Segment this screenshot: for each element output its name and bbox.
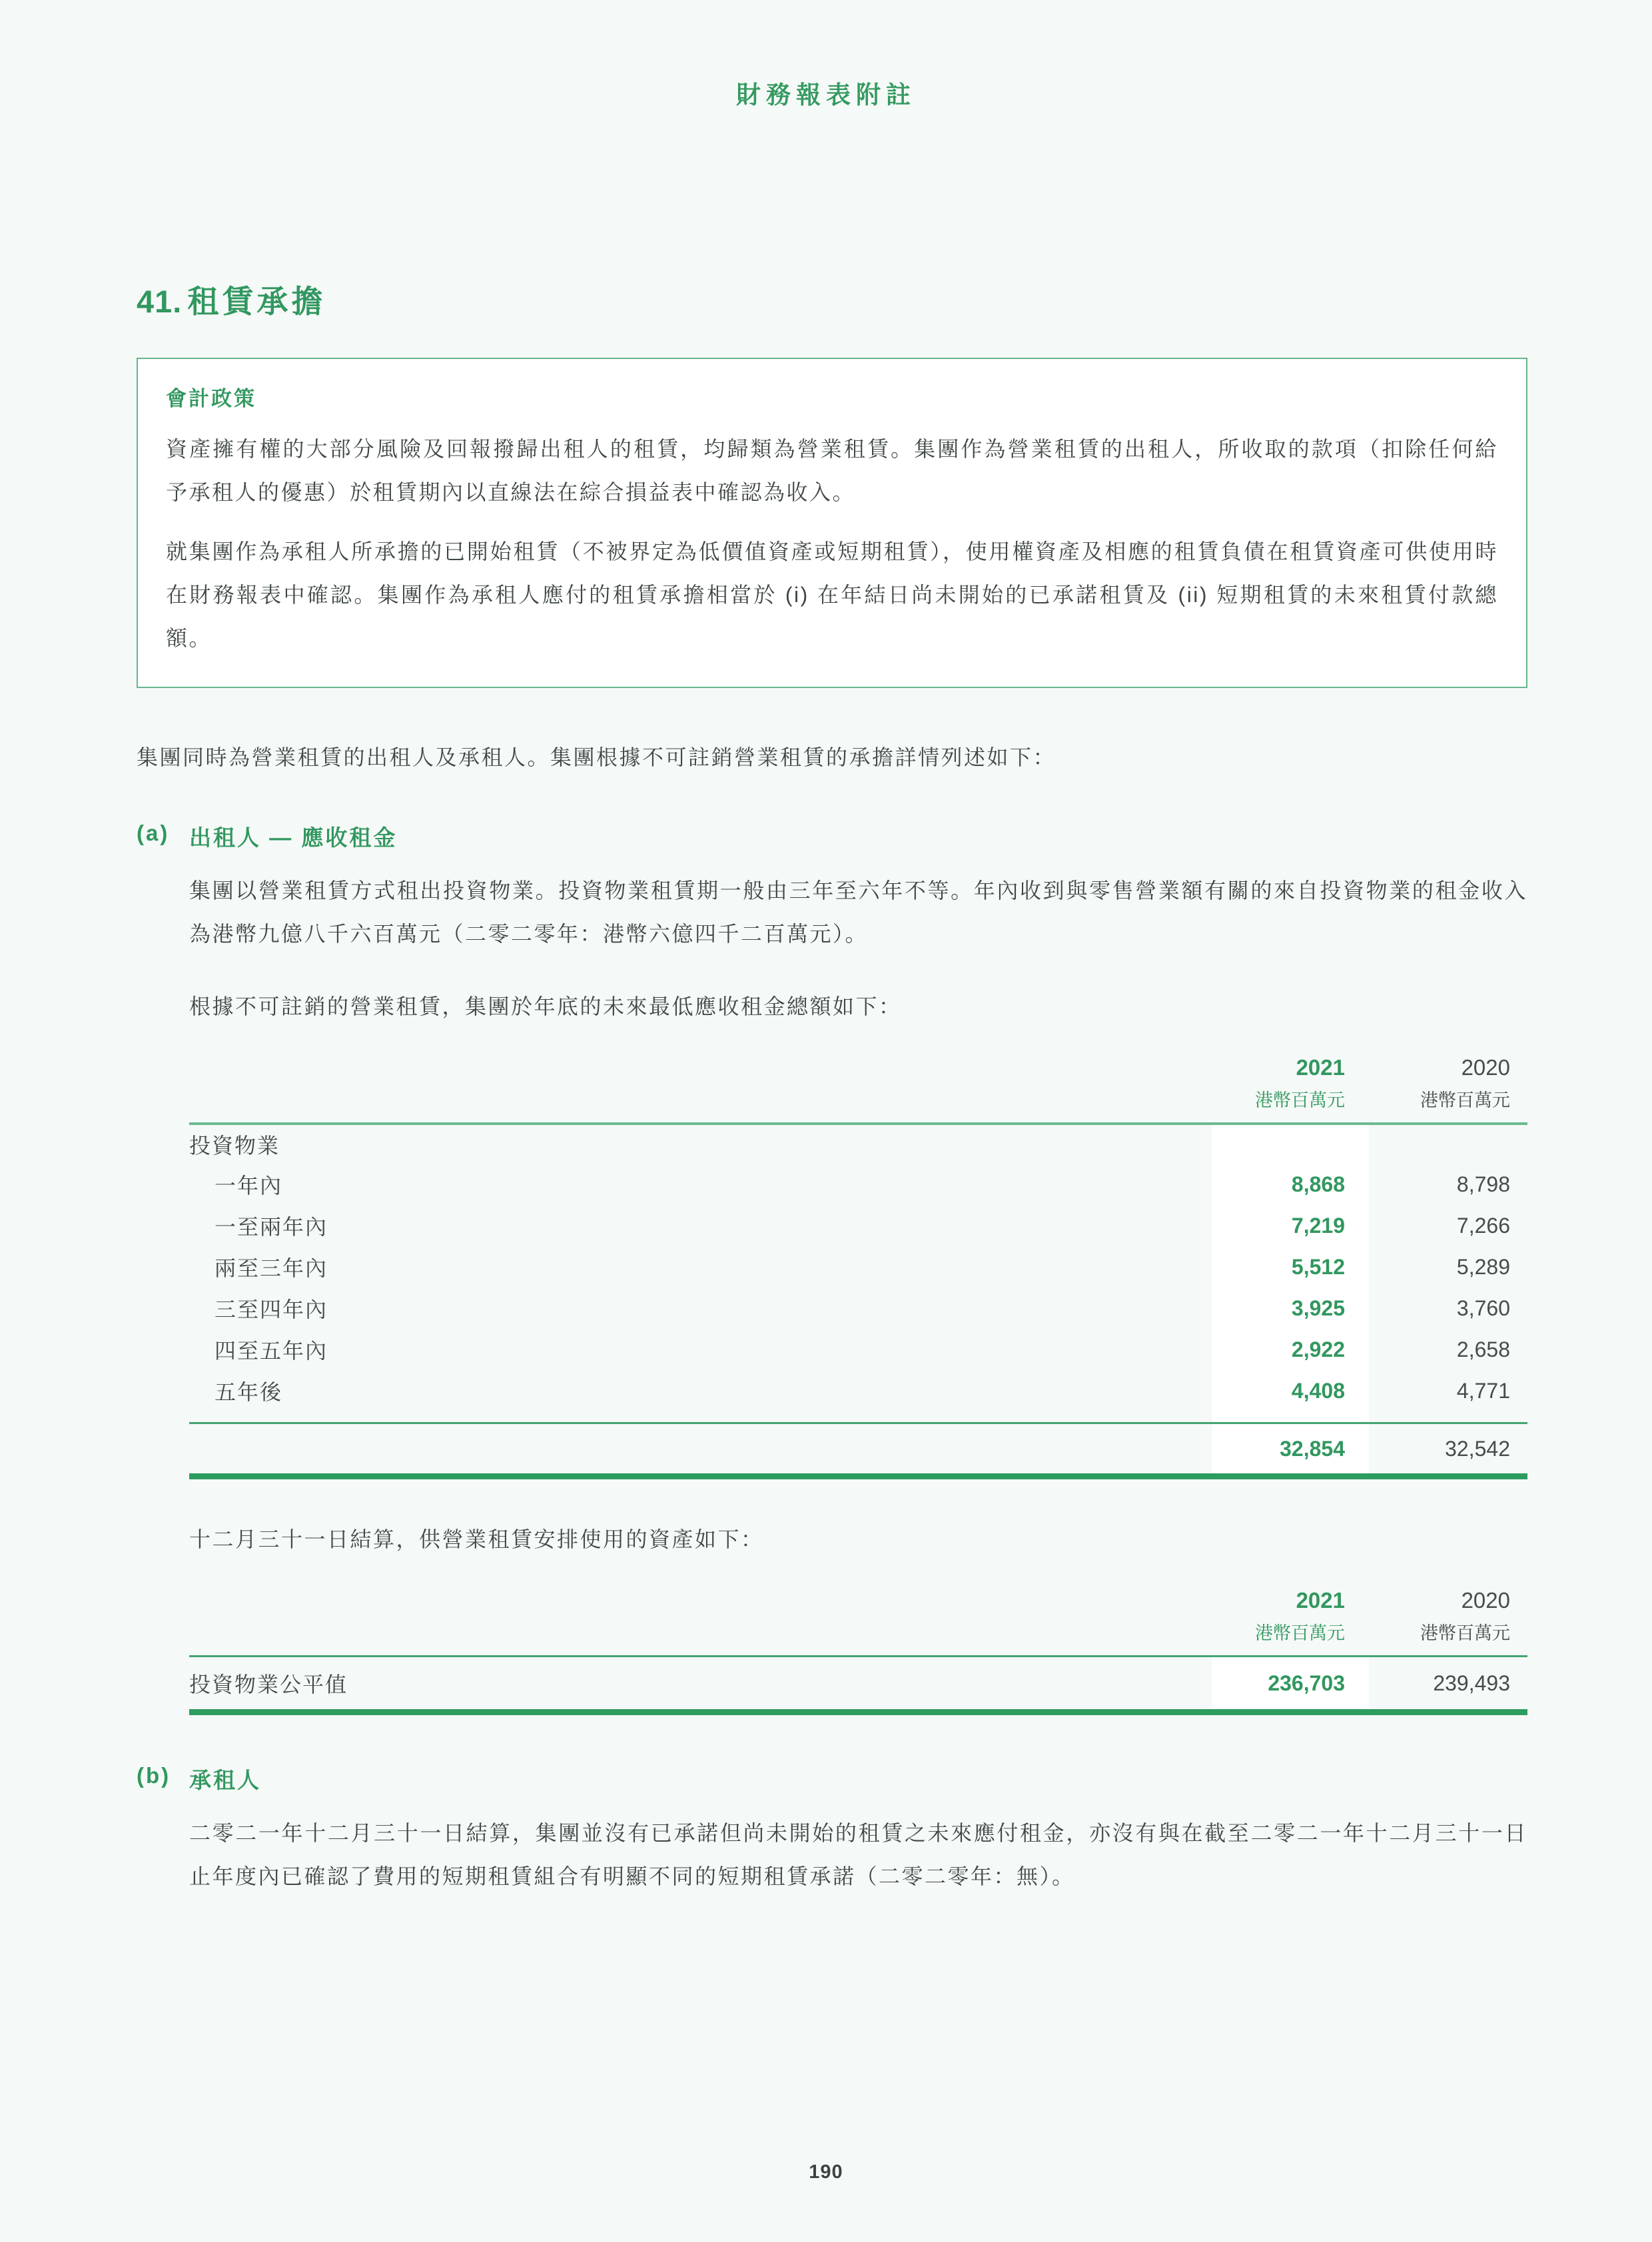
row-value-2021: 8,868 [1291,1172,1345,1196]
table-row [189,1164,1527,1205]
rentals-receivable-table [189,1055,1527,1479]
table1-col-2020: 2020 [1461,1055,1510,1080]
fair-value-table [189,1588,1527,1715]
section-a-paragraph-2: 根據不可註銷的營業租賃，集團於年底的未來最低應收租金總額如下： [189,994,902,1018]
accounting-policy-box [137,358,1527,688]
row-value-2020: 7,266 [1456,1213,1510,1238]
row-label: 三至四年內 [214,1298,328,1321]
table2-col-2020: 2020 [1461,1588,1510,1613]
table1-group-label: 投資物業 [189,1134,280,1158]
table2-body [189,1657,1527,1709]
table1-body [189,1125,1527,1473]
row-value-2020: 239,493 [1433,1671,1510,1695]
table2-unit-2021: 港幣百萬元 [1255,1623,1345,1643]
table1-col-2021: 2021 [1296,1055,1345,1080]
row-label: 投資物業公平值 [189,1673,348,1696]
table1-unit-2021: 港幣百萬元 [1255,1090,1345,1110]
page-number: 190 [809,2161,843,2183]
section-title: 租賃承擔 [187,284,326,319]
row-value-2021: 3,925 [1291,1296,1345,1320]
page-title: 財務報表附註 [736,81,916,109]
policy-paragraph-1: 資產擁有權的大部分風險及回報撥歸出租人的租賃，均歸類為營業租賃。集團作為營業租賃的出租人，所收取的款項（扣除任何給予承租人的優惠）於租賃期內以直線法在綜合損益表中確認為收入。 [166,437,1498,504]
row-value-2021: 236,703 [1268,1671,1345,1695]
section-b-paragraph: 二零二一年十二月三十一日結算，集團並沒有已承諾但尚未開始的租賃之未來應付租金，亦沒有與在截至二零二一年十二月三十一日止年度內已確認了費用的短期租賃組合有明顯不同的短期租賃承諾（二零二零年：無）。 [189,1821,1527,1888]
row-label: 四至五年內 [214,1339,328,1363]
row-value-2021: 7,219 [1291,1213,1345,1238]
row-label: 五年後 [214,1380,283,1404]
row-value-2020: 4,771 [1456,1378,1510,1403]
table1-header-units [189,1080,1527,1112]
table2-col-2021: 2021 [1296,1588,1345,1613]
table-row [189,1329,1527,1370]
table1-unit-2020: 港幣百萬元 [1420,1090,1510,1110]
total-value-2021: 32,854 [1280,1436,1345,1461]
policy-paragraph-2: 就集團作為承租人所承擔的已開始租賃（不被界定為低價值資產或短期租賃），使用權資產及相應的租賃負債在租賃資產可供使用時在財務報表中確認。集團作為承租人應付的租賃承擔相當於 (i) 在年結日尚未開始的已承諾租賃及 (ii) 短期租賃的未來租賃付款總額。 [166,540,1498,650]
section-a-paragraph-3: 十二月三十一日結算，供營業租賃安排使用的資產如下： [189,1527,764,1551]
section-41-heading [137,277,1527,322]
section-number: 41. [137,284,183,319]
table-row [189,1657,1527,1709]
row-label: 兩至三年內 [214,1256,328,1280]
intro-paragraph: 集團同時為營業租賃的出租人及承租人。集團根據不可註銷營業租賃的承擔詳情列述如下： [137,745,1056,769]
table-row [189,1205,1527,1246]
section-a-heading-text: 出租人 — 應收租金 [189,825,398,850]
table2-header-units [189,1613,1527,1645]
section-b-label: (b) [137,1763,171,1788]
section-b-heading-text: 承租人 [189,1768,261,1792]
row-value-2021: 5,512 [1291,1254,1345,1279]
table2-bottom-rule [189,1709,1527,1715]
table2-header-years [189,1588,1527,1613]
section-a-heading [137,821,1527,852]
table1-total-row [189,1424,1527,1473]
table-row [189,1370,1527,1411]
policy-box-heading: 會計政策 [166,387,256,410]
table-row [189,1246,1527,1288]
row-value-2021: 4,408 [1291,1378,1345,1403]
total-value-2020: 32,542 [1445,1436,1510,1461]
table1-bottom-rule [189,1473,1527,1479]
row-value-2020: 2,658 [1456,1337,1510,1361]
row-value-2021: 2,922 [1291,1337,1345,1361]
section-b [137,1763,1527,1898]
table1-header-years [189,1055,1527,1080]
row-label: 一年內 [214,1174,283,1198]
section-b-heading [137,1763,1527,1794]
row-value-2020: 5,289 [1456,1254,1510,1279]
row-value-2020: 3,760 [1456,1296,1510,1320]
row-value-2020: 8,798 [1456,1172,1510,1196]
row-label: 一至兩年內 [214,1215,328,1239]
table2-unit-2020: 港幣百萬元 [1420,1623,1510,1643]
section-a-paragraph-1: 集團以營業租賃方式租出投資物業。投資物業租賃期一般由三年至六年不等。年內收到與零售營業額有關的來自投資物業的租金收入為港幣九億八千六百萬元（二零二零年：港幣六億四千二百萬元）。 [189,879,1527,946]
table-row [189,1125,1527,1164]
section-a [137,821,1527,1715]
table-row [189,1288,1527,1329]
section-a-label: (a) [137,821,170,845]
